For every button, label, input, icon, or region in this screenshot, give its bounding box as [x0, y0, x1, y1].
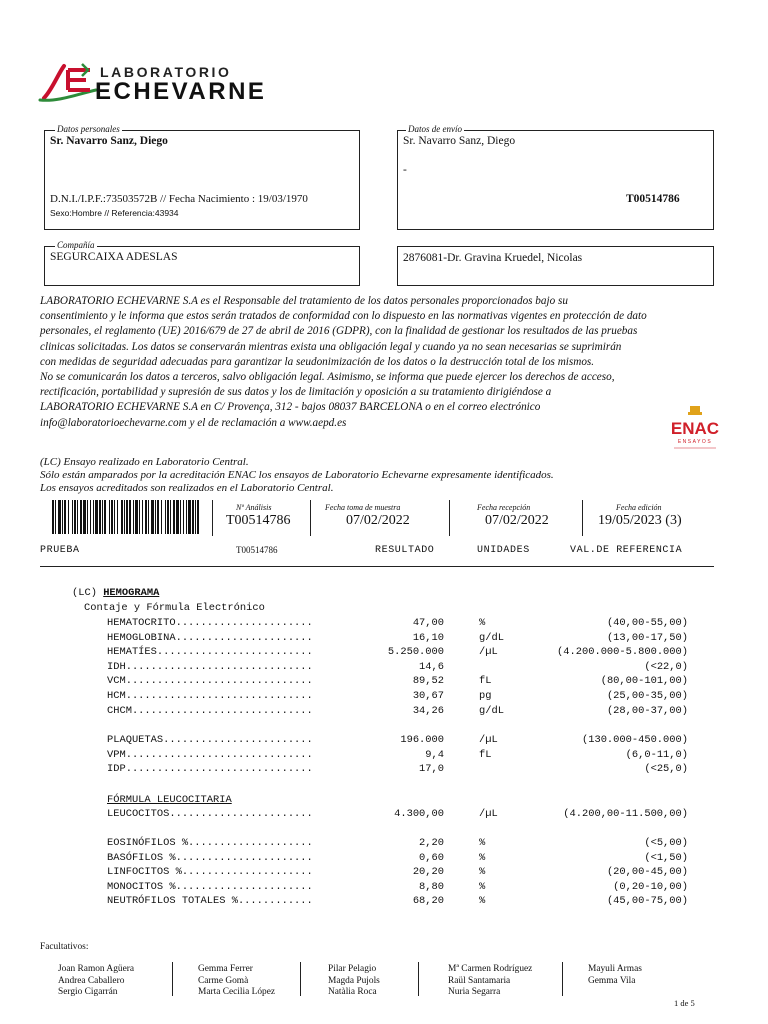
header-divider — [582, 500, 583, 536]
privacy-line: No se comunicarán los datos a terceros, salvo obligación legal. Asimismo, se informa que puede ejercer los derechos de acceso, — [40, 371, 615, 384]
section-title-text: HEMOGRAMA — [103, 587, 160, 599]
facultativos-column — [588, 964, 642, 987]
privacy-line: LABORATORIO ECHEVARNE S.A en C/ Provença, 312 - bajos 08037 BARCELONA o en el correo electrónico — [40, 401, 541, 414]
lc-note-line: (LC) Ensayo realizado en Laboratorio Central. — [40, 456, 249, 468]
result-reference: (40,00-55,00) — [606, 617, 688, 629]
formula-leucocitaria-title: FÓRMULA LEUCOCITARIA — [107, 794, 232, 806]
result-unit: % — [479, 880, 486, 893]
result-value: 20,20 — [412, 866, 444, 879]
logo-main-text: ECHEVARNE — [95, 78, 267, 105]
result-unit: % — [479, 866, 486, 879]
facultativo-name: Sergio Cigarrán — [58, 987, 118, 998]
facultativo-name: Raül Santamaria — [448, 975, 511, 986]
result-name: BASÓFILOS %...................... — [107, 851, 313, 864]
result-unit: % — [479, 851, 486, 864]
result-name: CHCM............................. — [107, 704, 313, 717]
result-reference: (<5,00) — [644, 837, 688, 849]
facultativo-name: Natàlia Roca — [328, 987, 377, 998]
footer-divider — [418, 962, 419, 996]
result-name: VCM.............................. — [107, 675, 313, 688]
result-unit: pg — [479, 690, 492, 702]
column-header-code: T00514786 — [236, 545, 278, 555]
enac-accreditation-logo — [664, 404, 726, 452]
result-value: 196.000 — [400, 734, 444, 746]
result-value: 0,60 — [419, 851, 444, 864]
privacy-line: consentimiento y le informa que estos serán tratados de conformidad con lo dispuesto en las normativas vigentes en protección de dato — [40, 310, 647, 323]
result-name: IDH.............................. — [107, 660, 313, 673]
result-value: 8,80 — [419, 880, 444, 893]
header-divider — [212, 500, 213, 536]
footer-divider — [172, 962, 173, 996]
result-name: MONOCITOS %...................... — [107, 880, 313, 893]
patient-sex-line: Sexo:Hombre // Referencia:43934 — [50, 208, 179, 218]
facultativo-name: Mª Carmen Rodríguez — [448, 964, 533, 974]
section-title — [72, 587, 159, 599]
result-reference: (20,00-45,00) — [606, 866, 688, 879]
facultativo-name: Marta Cecilia López — [198, 987, 276, 998]
footer-divider — [562, 962, 563, 996]
company-box-label: Compañía — [57, 240, 95, 250]
shipping-dash: - — [403, 164, 407, 176]
sample-date-value: 07/02/2022 — [346, 513, 410, 528]
footer-divider — [300, 962, 301, 996]
facultativo-name: Pilar Pelagio — [328, 964, 377, 974]
result-reference: (13,00-17,50) — [606, 631, 688, 644]
result-reference: (<22,0) — [644, 660, 688, 673]
result-value: 2,20 — [419, 837, 444, 849]
result-name: HEMOGLOBINA...................... — [107, 631, 313, 644]
result-name: NEUTRÓFILOS TOTALES %............ — [107, 895, 313, 908]
result-unit: % — [479, 617, 486, 629]
leucocitos-reference: (4.200,00-11.500,00) — [563, 808, 688, 820]
result-unit: /µL — [479, 646, 498, 659]
result-reference: (<1,50) — [644, 851, 688, 864]
page-number: 1 de 5 — [674, 998, 695, 1008]
company-name: SEGURCAIXA ADESLAS — [50, 251, 178, 263]
barcode-image — [52, 500, 204, 534]
result-name: PLAQUETAS........................ — [107, 734, 313, 746]
privacy-line: clinicas solicitadas. Los datos se conservarán mientras exista una obligación legal y cuando ya no sean necesarias se suprimirán — [40, 340, 622, 353]
result-reference: (4.200.000-5.800.000) — [557, 646, 688, 659]
lc-note-line: Sólo están amparados por la acreditación ENAC los ensayos de Laboratorio Echevarne expresamente identificados. — [40, 469, 554, 482]
result-unit: fL — [479, 675, 492, 688]
column-header-resultado: RESULTADO — [375, 545, 435, 556]
result-name: HEMATOCRITO...................... — [107, 617, 313, 629]
result-value: 9,4 — [425, 748, 444, 761]
result-reference: (28,00-37,00) — [606, 704, 688, 717]
result-unit: % — [479, 837, 486, 849]
logo-top-text: LABORATORIO — [100, 64, 232, 80]
result-name: HEMATÍES......................... — [107, 646, 313, 659]
patient-name: Sr. Navarro Sanz, Diego — [50, 135, 168, 147]
facultativo-name: Gemma Ferrer — [198, 964, 253, 974]
privacy-line: personales, el reglamento (UE) 2016/679 de 27 de abril de 2016 (GDPR), con la finalidad de gestionar los resultados de las pruebas — [40, 325, 638, 338]
shipping-name: Sr. Navarro Sanz, Diego — [403, 135, 516, 147]
result-name: IDP.............................. — [107, 763, 313, 776]
result-value: 5.250.000 — [387, 646, 444, 659]
shipping-code: T00514786 — [626, 193, 680, 205]
patient-box-label: Datos personales — [57, 124, 120, 134]
section-subtitle: Contaje y Fórmula Electrónico — [84, 602, 265, 614]
privacy-line: LABORATORIO ECHEVARNE S.A es el Responsable del tratamiento de los datos personales proporcionados bajo su — [40, 295, 568, 307]
result-value: 89,52 — [412, 675, 444, 688]
laboratorio-echevarne-logo-mark — [38, 60, 98, 104]
result-unit: g/dL — [479, 631, 504, 644]
enac-text: ENAC — [670, 419, 720, 438]
header-divider — [310, 500, 311, 536]
result-reference: (<25,0) — [644, 763, 688, 776]
section-prefix: (LC) — [72, 587, 104, 599]
facultativo-name: Mayuli Armas — [588, 964, 642, 974]
facultativos-column — [198, 964, 275, 999]
analysis-number-value: T00514786 — [226, 513, 291, 528]
result-reference: (45,00-75,00) — [606, 895, 688, 908]
facultativo-name: Joan Ramon Agüera — [58, 964, 135, 974]
result-value: 34,26 — [412, 704, 444, 717]
facultativo-name: Nuria Segarra — [448, 987, 501, 998]
result-reference: (6,0-11,0) — [625, 748, 688, 761]
shipping-box-label: Datos de envío — [408, 124, 462, 134]
column-header-prueba: PRUEBA — [40, 545, 80, 556]
facultativos-label: Facultativos: — [40, 942, 89, 952]
result-unit: fL — [479, 748, 492, 761]
result-value: 17,0 — [419, 763, 444, 776]
lc-note-line: Los ensayos acreditados son realizados en el Laboratorio Central. — [40, 482, 334, 495]
facultativo-name: Gemma Vila — [588, 975, 636, 986]
result-name: EOSINÓFILOS %.................... — [107, 837, 313, 849]
edition-date-value: 19/05/2023 (3) — [598, 513, 682, 528]
enac-sub-text: ENSAYOS — [677, 439, 713, 445]
privacy-line: rectificación, portabilidad y supresión de sus datos y los de limitación y oposición a su tratamiento dirigiéndose a — [40, 386, 552, 399]
result-reference: (25,00-35,00) — [606, 690, 688, 702]
facultativo-name: Carme Gomà — [198, 975, 249, 986]
facultativo-name: Magda Pujols — [328, 975, 380, 986]
result-value: 68,20 — [412, 895, 444, 908]
result-reference: (130.000-450.000) — [581, 734, 688, 746]
facultativo-name: Andrea Caballero — [58, 975, 125, 986]
result-unit: % — [479, 895, 486, 908]
privacy-line: con medidas de seguridad adecuadas para garantizar la seudonimización de los datos o la destrucción total de los mismos. — [40, 355, 595, 368]
leucocitos-unit: /µL — [479, 808, 498, 820]
patient-id-line: D.N.I./I.P.F.:73503572B // Fecha Nacimiento : 19/03/1970 — [50, 193, 308, 205]
privacy-line: info@laboratorioechevarne.com y el de reclamación a www.aepd.es — [40, 416, 347, 429]
leucocitos-name: LEUCOCITOS....................... — [107, 808, 313, 820]
result-reference: (80,00-101,00) — [600, 675, 688, 688]
reception-date-value: 07/02/2022 — [485, 513, 549, 528]
header-rule — [40, 566, 714, 567]
result-unit: g/dL — [479, 704, 504, 717]
result-name: VPM.............................. — [107, 748, 313, 761]
result-value: 30,67 — [412, 690, 444, 702]
result-value: 14,6 — [419, 660, 444, 673]
result-value: 16,10 — [412, 631, 444, 644]
edition-date-label: Fecha edición — [616, 503, 662, 512]
analysis-number-label: Nº Análisis — [236, 503, 272, 512]
result-reference: (0,20-10,00) — [613, 880, 688, 893]
facultativos-column — [328, 964, 380, 999]
facultativos-column — [58, 964, 134, 999]
leucocitos-value: 4.300,00 — [394, 808, 444, 820]
result-unit: /µL — [479, 734, 498, 746]
facultativos-column — [448, 964, 532, 999]
privacy-notice — [40, 294, 730, 431]
result-name: HCM.............................. — [107, 690, 313, 702]
sample-date-label: Fecha toma de muestra — [325, 503, 401, 512]
lc-note — [40, 456, 680, 496]
doctor-name: 2876081-Dr. Gravina Kruedel, Nicolas — [403, 252, 583, 264]
reception-date-label: Fecha recepción — [477, 503, 531, 512]
header-divider — [449, 500, 450, 536]
column-header-unidades: UNIDADES — [477, 545, 530, 556]
result-name: LINFOCITOS %..................... — [107, 866, 313, 879]
column-header-referencia: VAL.DE REFERENCIA — [570, 545, 683, 556]
result-value: 47,00 — [412, 617, 444, 629]
